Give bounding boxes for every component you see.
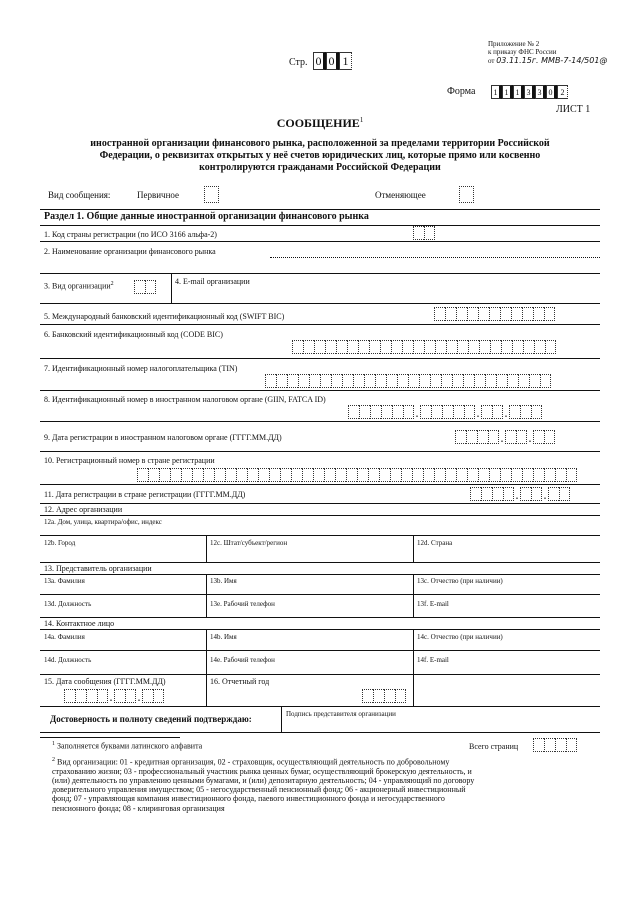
field-12b-label: 12b. Город xyxy=(44,539,76,547)
input-cell[interactable] xyxy=(523,340,534,354)
input-cell[interactable] xyxy=(445,307,456,321)
separator-dot: . xyxy=(515,491,519,501)
input-cell[interactable] xyxy=(489,468,500,482)
input-cell[interactable] xyxy=(379,468,390,482)
input-cell[interactable] xyxy=(467,307,478,321)
page-counter-label: Стр. xyxy=(289,57,308,68)
input-cell[interactable] xyxy=(424,340,435,354)
cell-group xyxy=(520,487,542,501)
cell-group xyxy=(509,405,542,419)
input-cell[interactable] xyxy=(518,374,529,388)
footnote-2 xyxy=(52,757,597,813)
input-cell[interactable] xyxy=(511,307,522,321)
input-cell[interactable] xyxy=(325,340,336,354)
cell-group xyxy=(533,430,555,444)
input-cell[interactable] xyxy=(309,374,320,388)
input-cell[interactable] xyxy=(500,307,511,321)
approval-line-1: Приложение № 2 xyxy=(488,40,540,48)
field-14f-label: 14f. E-mail xyxy=(417,656,449,664)
input-cell[interactable] xyxy=(531,405,542,419)
field-14e-label: 14e. Рабочий телефон xyxy=(210,656,275,664)
field-13c-label: 13с. Отчество (при наличии) xyxy=(417,577,503,585)
input-cell[interactable] xyxy=(331,374,342,388)
input-cell[interactable] xyxy=(503,487,514,501)
form-title-text: СООБЩЕНИЕ xyxy=(276,116,360,130)
page-counter-digit[interactable]: 1 xyxy=(339,52,352,70)
input-cell[interactable] xyxy=(403,405,414,419)
input-cell[interactable] xyxy=(292,340,303,354)
cell-group xyxy=(420,405,475,419)
input-cell[interactable] xyxy=(492,405,503,419)
separator-dot: . xyxy=(109,693,113,703)
cell-group xyxy=(470,487,514,501)
form-code-cells xyxy=(491,85,568,99)
cell-group xyxy=(142,689,164,703)
total-pages-cells[interactable] xyxy=(533,738,577,752)
cell-group xyxy=(64,689,108,703)
input-cell[interactable] xyxy=(390,468,401,482)
signature-label: Подпись представителя организации xyxy=(286,710,396,718)
input-cell[interactable] xyxy=(431,405,442,419)
input-cell[interactable] xyxy=(463,374,474,388)
separator-dot: . xyxy=(504,409,508,419)
field-6-label: 6. Банковский идентификационный код (CODE BIC) xyxy=(44,330,223,339)
input-cell[interactable] xyxy=(520,487,531,501)
section-1-heading: Раздел 1. Общие данные иностранной организации финансового рынка xyxy=(44,211,369,222)
footnote-2-line-5: фонд; 07 - управляющая компания инвестиционного фонда, паевого инвестиционного фонда и негосударственного xyxy=(52,794,445,804)
separator-dot: . xyxy=(415,409,419,419)
input-cell[interactable] xyxy=(453,405,464,419)
input-cell[interactable] xyxy=(522,307,533,321)
form-code-digit: 1 xyxy=(491,85,502,99)
field-7-label: 7. Идентификационный номер налогоплательщика (TIN) xyxy=(44,364,238,373)
input-cell[interactable] xyxy=(159,468,170,482)
input-cell[interactable] xyxy=(97,689,108,703)
field-8-cells[interactable] xyxy=(348,405,542,419)
field-12c-label: 12с. Штат/субъект/регион xyxy=(210,539,288,547)
form-title xyxy=(0,116,640,131)
input-cell[interactable] xyxy=(276,374,287,388)
input-cell[interactable] xyxy=(464,405,475,419)
cell-group xyxy=(348,405,414,419)
input-cell[interactable] xyxy=(280,468,291,482)
field-7-cells[interactable] xyxy=(265,374,551,388)
input-cell[interactable] xyxy=(192,468,203,482)
input-cell[interactable] xyxy=(359,405,370,419)
input-cell[interactable] xyxy=(413,226,424,240)
field-13e-label: 13е. Рабочий телефон xyxy=(210,600,275,608)
field-13a-label: 13а. Фамилия xyxy=(44,577,85,585)
cell-group xyxy=(505,430,527,444)
cell-group xyxy=(548,487,570,501)
signature-field[interactable] xyxy=(286,718,600,732)
input-cell[interactable] xyxy=(214,468,225,482)
input-cell[interactable] xyxy=(533,430,544,444)
form-code-digit: 2 xyxy=(557,85,568,99)
input-cell[interactable] xyxy=(520,405,531,419)
total-pages-label: Всего страниц xyxy=(469,742,519,751)
input-cell[interactable] xyxy=(380,340,391,354)
input-cell[interactable] xyxy=(153,689,164,703)
field-13-label: 13. Представитель организации xyxy=(44,564,152,573)
input-cell[interactable] xyxy=(265,374,276,388)
primary-checkbox[interactable] xyxy=(204,186,219,203)
field-1-label: 1. Код страны регистрации (по ИСО 3166 альфа-2) xyxy=(44,230,217,239)
input-cell[interactable] xyxy=(142,689,153,703)
input-cell[interactable] xyxy=(384,689,395,703)
input-cell[interactable] xyxy=(392,405,403,419)
page-counter-digit[interactable]: 0 xyxy=(313,52,326,70)
footnote-2-mark: 2 xyxy=(52,757,55,763)
input-cell[interactable] xyxy=(298,374,309,388)
input-cell[interactable] xyxy=(533,307,544,321)
separator-dot: . xyxy=(500,434,504,444)
form-subtitle xyxy=(40,138,600,174)
field-14c-label: 14с. Отчество (при наличии) xyxy=(417,633,503,641)
input-cell[interactable] xyxy=(342,374,353,388)
field-16-cells[interactable] xyxy=(362,689,406,703)
input-cell[interactable] xyxy=(490,340,501,354)
input-cell[interactable] xyxy=(544,738,555,752)
footnote-1-mark: 1 xyxy=(52,741,55,747)
input-cell[interactable] xyxy=(457,340,468,354)
approval-line-3-prefix: от xyxy=(488,57,495,66)
form-title-footnote: 1 xyxy=(359,116,364,124)
field-5-label: 5. Международный банковский идентификационный код (SWIFT BIC) xyxy=(44,312,285,321)
input-cell[interactable] xyxy=(395,689,406,703)
input-cell[interactable] xyxy=(466,430,477,444)
field-14-label: 14. Контактное лицо xyxy=(44,619,115,628)
input-cell[interactable] xyxy=(148,468,159,482)
input-cell[interactable] xyxy=(505,430,516,444)
input-cell[interactable] xyxy=(442,405,453,419)
input-cell[interactable] xyxy=(419,374,430,388)
input-cell[interactable] xyxy=(373,689,384,703)
footnote-2-line-3: (или) деятельность по управлению ценными бумагами, и (или) депозитарную деятельность; 04 - управляющий по договору xyxy=(52,776,475,786)
footnote-2-line-1: Вид организации: 01 - кредитная организация, 02 - страховщик, осуществляющий деятельность по добровольному xyxy=(57,757,450,767)
input-cell[interactable] xyxy=(492,487,503,501)
input-cell[interactable] xyxy=(302,468,313,482)
field-4-label: 4. E-mail организации xyxy=(175,277,250,286)
input-cell[interactable] xyxy=(375,374,386,388)
input-cell[interactable] xyxy=(269,468,280,482)
field-3-label xyxy=(44,281,114,291)
input-cell[interactable] xyxy=(516,430,527,444)
input-cell[interactable] xyxy=(496,374,507,388)
field-12d-label: 12d. Страна xyxy=(417,539,453,547)
field-5-cells[interactable] xyxy=(434,307,555,321)
approval-handwritten-number: 03.11.15г. ММВ-7-14/501@ xyxy=(496,56,608,66)
field-2-label: 2. Наименование организации финансового рынка xyxy=(44,247,216,256)
input-cell[interactable] xyxy=(86,689,97,703)
input-cell[interactable] xyxy=(353,374,364,388)
field-12a-label: 12а. Дом, улица, квартира/офис, индекс xyxy=(44,518,162,526)
input-cell[interactable] xyxy=(320,374,331,388)
field-1-cells[interactable] xyxy=(413,226,435,240)
field-12-label: 12. Адрес организации xyxy=(44,505,123,514)
input-cell[interactable] xyxy=(314,340,325,354)
input-cell[interactable] xyxy=(424,226,435,240)
input-cell[interactable] xyxy=(481,405,492,419)
input-cell[interactable] xyxy=(368,468,379,482)
input-cell[interactable] xyxy=(225,468,236,482)
form-code-label: Форма xyxy=(447,86,476,97)
input-cell[interactable] xyxy=(468,340,479,354)
field-15-label: 15. Дата сообщения (ГГГГ.ММ.ДД) xyxy=(44,677,166,686)
input-cell[interactable] xyxy=(544,430,555,444)
field-14b-label: 14b. Имя xyxy=(210,633,237,641)
input-cell[interactable] xyxy=(507,374,518,388)
input-cell[interactable] xyxy=(75,689,86,703)
input-cell[interactable] xyxy=(470,487,481,501)
footnote-2-line-2: страхованию жизни; 03 - профессиональный участник рынка ценных бумаг, осуществляющий брокерскую деятельность, и xyxy=(52,766,472,776)
form-code-digit: 1 xyxy=(513,85,524,99)
input-cell[interactable] xyxy=(434,468,445,482)
form-code-digit: 0 xyxy=(546,85,557,99)
input-cell[interactable] xyxy=(555,738,566,752)
form-code-digit: 3 xyxy=(535,85,546,99)
footnote-2-line-4: доверительного управления имуществом; 05 - негосударственный пенсионный фонд; 06 - акционерный инвестиционный xyxy=(52,785,466,795)
cell-group xyxy=(455,430,499,444)
input-cell[interactable] xyxy=(446,340,457,354)
field-13b-label: 13b. Имя xyxy=(210,577,237,585)
subtitle-line-3: контролируются гражданами Российской Федерации xyxy=(199,162,441,173)
input-cell[interactable] xyxy=(478,468,489,482)
input-cell[interactable] xyxy=(430,374,441,388)
input-cell[interactable] xyxy=(548,487,559,501)
separator-dot: . xyxy=(137,693,141,703)
approval-line-2: к приказу ФНС России xyxy=(488,48,557,57)
input-cell[interactable] xyxy=(420,405,431,419)
input-cell[interactable] xyxy=(474,374,485,388)
cell-group xyxy=(114,689,136,703)
input-cell[interactable] xyxy=(391,340,402,354)
subtitle-line-1: иностранной организации финансового рынка, расположенной за пределами территории Российской xyxy=(90,138,550,149)
message-type-label: Вид сообщения: xyxy=(48,190,111,200)
footnote-2-line-6: пенсионного фонда; 08 - клиринговая организация xyxy=(52,803,225,813)
separator-dot: . xyxy=(543,491,547,501)
input-cell[interactable] xyxy=(114,689,125,703)
input-cell[interactable] xyxy=(401,468,412,482)
input-cell[interactable] xyxy=(467,468,478,482)
field-11-label: 11. Дата регистрации в стране регистрации (ГГГГ.ММ.ДД) xyxy=(44,490,246,499)
input-cell[interactable] xyxy=(488,430,499,444)
page-counter-digit[interactable]: 0 xyxy=(326,52,339,70)
subtitle-line-2: Федерации, о реквизитах открытых у неё счетов юридических лиц, которые прямо или косвенно xyxy=(99,150,541,161)
field-14d-label: 14d. Должность xyxy=(44,656,92,664)
separator-dot: . xyxy=(476,409,480,419)
input-cell[interactable] xyxy=(203,468,214,482)
input-cell[interactable] xyxy=(501,340,512,354)
input-cell[interactable] xyxy=(452,374,463,388)
field-9-cells[interactable] xyxy=(455,430,555,444)
input-cell[interactable] xyxy=(402,340,413,354)
input-cell[interactable] xyxy=(381,405,392,419)
input-cell[interactable] xyxy=(489,307,500,321)
input-cell[interactable] xyxy=(481,487,492,501)
input-cell[interactable] xyxy=(346,468,357,482)
field-9-label: 9. Дата регистрации в иностранном налоговом органе (ГГГГ.ММ.ДД) xyxy=(44,433,282,442)
field-3-text: 3. Вид организации xyxy=(44,281,111,291)
input-cell[interactable] xyxy=(456,307,467,321)
form-code-digit: 3 xyxy=(524,85,535,99)
input-cell[interactable] xyxy=(236,468,247,482)
input-cell[interactable] xyxy=(544,468,555,482)
field-3-cells[interactable] xyxy=(134,280,156,294)
input-cell[interactable] xyxy=(534,340,545,354)
input-cell[interactable] xyxy=(456,468,467,482)
input-cell[interactable] xyxy=(529,374,540,388)
input-cell[interactable] xyxy=(511,468,522,482)
input-cell[interactable] xyxy=(445,468,456,482)
separator-dot: . xyxy=(528,434,532,444)
input-cell[interactable] xyxy=(137,468,148,482)
input-cell[interactable] xyxy=(512,340,523,354)
input-cell[interactable] xyxy=(125,689,136,703)
input-cell[interactable] xyxy=(540,374,551,388)
field-13d-label: 13d. Должность xyxy=(44,600,92,608)
input-cell[interactable] xyxy=(533,738,544,752)
input-cell[interactable] xyxy=(479,340,490,354)
approval-note xyxy=(488,40,607,65)
field-14a-label: 14а. Фамилия xyxy=(44,633,85,641)
page-counter-cells[interactable] xyxy=(313,52,352,70)
input-cell[interactable] xyxy=(370,405,381,419)
input-cell[interactable] xyxy=(313,468,324,482)
input-cell[interactable] xyxy=(181,468,192,482)
input-cell[interactable] xyxy=(509,405,520,419)
input-cell[interactable] xyxy=(287,374,298,388)
field-10-label: 10. Регистрационный номер в стране регистрации xyxy=(44,456,215,465)
input-cell[interactable] xyxy=(324,468,335,482)
cell-group xyxy=(481,405,503,419)
input-cell[interactable] xyxy=(303,340,314,354)
input-cell[interactable] xyxy=(522,468,533,482)
input-cell[interactable] xyxy=(477,430,488,444)
input-cell[interactable] xyxy=(485,374,496,388)
input-cell[interactable] xyxy=(545,340,556,354)
input-cell[interactable] xyxy=(362,689,373,703)
confirm-label: Достоверность и полноту сведений подтверждаю: xyxy=(50,714,252,724)
footnote-1-text: Заполняется буквами латинского алфавита xyxy=(57,741,203,751)
input-cell[interactable] xyxy=(64,689,75,703)
input-cell[interactable] xyxy=(478,307,489,321)
input-cell[interactable] xyxy=(358,340,369,354)
field-13f-label: 13f. E-mail xyxy=(417,600,449,608)
input-cell[interactable] xyxy=(347,340,358,354)
field-11-cells[interactable] xyxy=(470,487,570,501)
field-8-label: 8. Идентификационный номер в иностранном налоговом органе (GIIN, FATCA ID) xyxy=(44,395,326,404)
input-cell[interactable] xyxy=(434,307,445,321)
input-cell[interactable] xyxy=(435,340,446,354)
form-code-digit: 1 xyxy=(502,85,513,99)
input-cell[interactable] xyxy=(413,340,424,354)
input-cell[interactable] xyxy=(441,374,452,388)
input-cell[interactable] xyxy=(555,468,566,482)
input-cell[interactable] xyxy=(357,468,368,482)
input-cell[interactable] xyxy=(531,487,542,501)
input-cell[interactable] xyxy=(336,340,347,354)
input-cell[interactable] xyxy=(566,468,577,482)
input-cell[interactable] xyxy=(247,468,258,482)
input-cell[interactable] xyxy=(423,468,434,482)
input-cell[interactable] xyxy=(455,430,466,444)
input-cell[interactable] xyxy=(258,468,269,482)
input-cell[interactable] xyxy=(386,374,397,388)
input-cell[interactable] xyxy=(533,468,544,482)
field-15-cells[interactable] xyxy=(64,689,164,703)
field-10-cells[interactable] xyxy=(137,468,577,482)
message-type-primary-label: Первичное xyxy=(137,190,180,200)
input-cell[interactable] xyxy=(145,280,156,294)
input-cell[interactable] xyxy=(500,468,511,482)
field-3-footnote: 2 xyxy=(110,281,114,287)
input-cell[interactable] xyxy=(369,340,380,354)
input-cell[interactable] xyxy=(364,374,375,388)
input-cell[interactable] xyxy=(134,280,145,294)
input-cell[interactable] xyxy=(566,738,577,752)
cancel-checkbox[interactable] xyxy=(459,186,474,203)
field-16-label: 16. Отчетный год xyxy=(210,677,270,686)
sheet-number: ЛИСТ 1 xyxy=(556,104,591,115)
field-6-cells[interactable] xyxy=(292,340,556,354)
footnote-1 xyxy=(52,741,202,751)
input-cell[interactable] xyxy=(348,405,359,419)
input-cell[interactable] xyxy=(412,468,423,482)
input-cell[interactable] xyxy=(291,468,302,482)
input-cell[interactable] xyxy=(559,487,570,501)
input-cell[interactable] xyxy=(397,374,408,388)
input-cell[interactable] xyxy=(170,468,181,482)
input-cell[interactable] xyxy=(544,307,555,321)
input-cell[interactable] xyxy=(335,468,346,482)
message-type-cancel-label: Отменяющее xyxy=(375,190,426,200)
input-cell[interactable] xyxy=(408,374,419,388)
